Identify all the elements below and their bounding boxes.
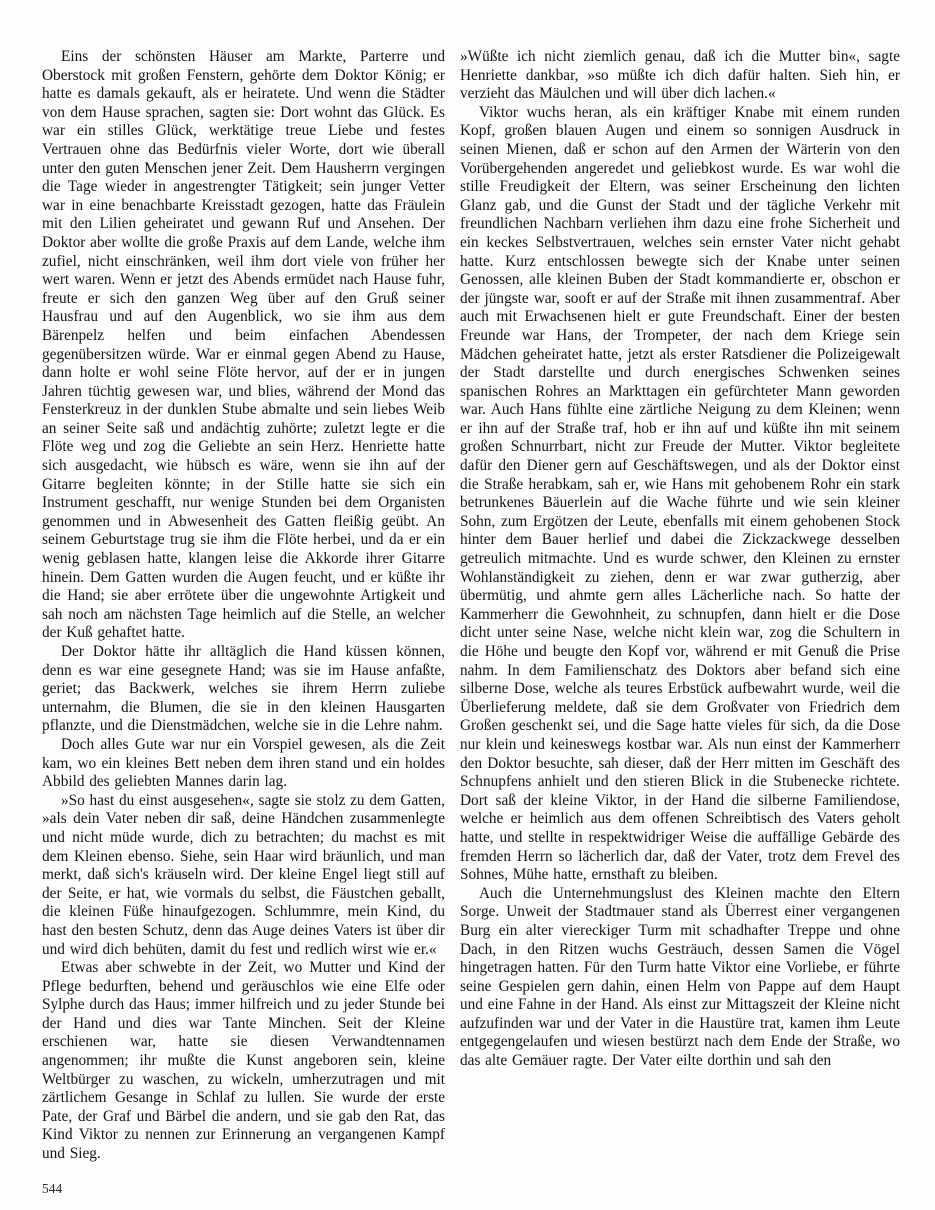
paragraph: »Wüßte ich nicht ziemlich genau, daß ich die Mutter bin«, sagte Henriette dankbar, »so müßte ich dich dafür halten. Sieh hin, er verzieht das Mäulchen und will über dich lachen.« <box>460 48 900 103</box>
paragraph: Der Doktor hätte ihr alltäglich die Hand küssen können, denn es war eine gesegnete Hand; was sie im Hause anfaßte, geriet; das Backwerk, welches sie ihrem Herrn zuliebe unternahm, die Blumen, die sie in den kleinen Hausgarten pflanzte, und die Dienstmädchen, welche sie in die Lehre nahm. <box>42 643 445 735</box>
paragraph: Eins der schönsten Häuser am Markte, Parterre und Oberstock mit großen Fenstern, gehörte dem Doktor König; er hatte es damals gekauft, als er heiratete. Und wenn die Städter von dem Hause sprachen, sagten sie: Dort wohnt das Glück. Es war ein stilles Glück, werktätige treue Liebe und festes Vertrauen ohne das Bedürfnis vieler Worte, dort wie überall unter den guten Menschen jener Zeit. Dem Hausherrn vergingen die Tage wieder in angestrengter Tätigkeit; sein junger Vetter war in eine benachbarte Kreisstadt gezogen, hatte das Fräulein mit den Lilien geheiratet und gewann Ruf und Ansehen. Der Doktor aber wollte die große Praxis auf dem Lande, welche ihm zufiel, nicht einschränken, weil ihm dort viele von früher her wert waren. Wenn er jetzt des Abends ermüdet nach Hause fuhr, freute er sich den ganzen Weg über auf den Gruß seiner Hausfrau und auf den Augenblick, wo sie ihm aus dem Bärenpelz helfen und beim einfachen Abendessen gegenübersitzen würde. War er einmal gegen Abend zu Hause, dann holte er wohl seine Flöte hervor, auf der er in jungen Jahren tüchtig gewesen war, und blies, während der Mond das Fensterkreuz in der dunklen Stube abmalte und sein liebes Weib an seiner Seite saß und andächtig zuhörte; zuletzt legte er die Flöte weg und zog die Geliebte an sein Herz. Henriette hatte sich ausgedacht, wie hübsch es wäre, wenn sie ihn auf der Gitarre begleiten könnte; in der Stille hatte sie sich ein Instrument geschafft, nur wenige Stunden bei dem Organisten genommen und in Abwesenheit des Gatten fleißig geübt. An seinem Geburtstage trug sie ihm die Flöte herbei, und da er ein wenig geblasen hatte, klangen leise die Akkorde ihrer Gitarre hinein. Dem Gatten wurden die Augen feucht, und er küßte ihr die Hand; sie aber errötete über die ungewohnte Artigkeit und sah noch am nächsten Tage heimlich auf die Stelle, an welcher der Kuß gehaftet hatte. <box>42 48 445 642</box>
paragraph: Etwas aber schwebte in der Zeit, wo Mutter und Kind der Pflege bedurften, behend und geräuschlos wie eine Elfe oder Sylphe durch das Haus; immer hilfreich und zu jeder Stunde bei der Hand und dies war Tante Minchen. Seit der Kleine erschienen war, hatte sie diesen Verwandtennamen angenommen; ihr mußte die Kunst angeboren sein, kleine Weltbürger zu waschen, zu wickeln, umherzutragen und mit zärtlichem Gesange in Schlaf zu lullen. Sie wurde der erste Pate, der Graf und Bärbel die andern, und sie gab den Rat, das Kind Viktor zu nennen zur Erinnerung an vergangenen Kampf und Sieg. <box>42 959 445 1163</box>
page-number: 544 <box>42 1180 63 1196</box>
paragraph: Doch alles Gute war nur ein Vorspiel gewesen, als die Zeit kam, wo ein kleines Bett neben dem ihren stand und ein holdes Abbild des geliebten Mannes darin lag. <box>42 735 445 791</box>
paragraph: Viktor wuchs heran, als ein kräftiger Knabe mit einem runden Kopf, großen blauen Augen und einem so sonnigen Ausdruck in seinen Mienen, daß er schon auf den Armen der Wärterin von den Vorübergehenden angeredet und geliebkost wurde. Es war wohl die stille Freudigkeit der Eltern, was seiner Erscheinung den lichten Glanz gab, und die Gunst der Stadt und der tägliche Verkehr mit freundlichen Nachbarn verliehen ihm dazu eine frohe Sicherheit und ein keckes Selbstvertrauen, welches sein ernster Vater nicht gehabt hatte. Kurz entschlossen bewegte sich der Knabe unter seinen Genossen, alle kleinen Buben der Stadt kommandierte er, obschon er der jüngste war, sooft er auf der Straße mit ihnen zusammentraf. Aber auch mit Erwachsenen hielt er gute Freundschaft. Einer der besten Freunde war Hans, der Trompeter, der nach dem Kriege sein Mädchen geheiratet hatte, jetzt als erster Ratsdiener die Polizeigewalt der Stadt darstellte und durch energisches Schwenken seines spanischen Rohres an Markttagen ein gefürchteter Mann geworden war. Auch Hans fühlte eine zärtliche Neigung zu dem Kleinen; wenn er ihn auf der Straße traf, hob er ihn auf und küßte ihn mit seinem großen Schnurrbart, nicht zur Freude der Mutter. Viktor begleitete dafür den Diener gern auf Geschäftswegen, und als der Doktor einst die Straße herabkam, sah er, wie Hans mit gehobenem Rohr ein stark betrunkenes Bäuerlein auf die Wache führte und wie sein kleiner Sohn, zum Ergötzen der Leute, ebenfalls mit einem gehobenen Stock hinter dem Bauer herlief und dabei die Zickzackwege desselben getreulich mitmachte. Und es wurde schwer, den Kleinen zu ernster Wohlanständigkeit zu ziehen, denn er war zwar gutherzig, aber übermütig, und ahmte gern alles Lächerliche nach. So hatte der Kammerherr die Gewohnheit, zu schnupfen, dann hielt er die Dose dicht unter seine Nase, welche nicht klein war, zog die Schultern in die Höhe und beugte den Kopf vor, während er mit Genuß die Prise nahm. In dem Familienschatz des Doktors aber befand sich eine silberne Dose, welche als teures Erbstück aufbewahrt wurde, weil die Überlieferung meldete, daß sie dem Großvater von Friedrich dem Großen geschenkt sei, und die Sage hatte vieles für sich, da die Dose nur klein und keineswegs kostbar war. Als nun einst der Kammerherr den Doktor besuchte, sah dieser, daß der Herr mitten im Geschäft des Schnupfens anhielt und den stieren Blick in die Stubenecke richtete. Dort saß der kleine Viktor, in der Hand die silberne Familiendose, welche er heimlich aus dem offenen Schreibtisch des Vaters geholt hatte, und stellte in respektwidriger Weise die auffällige Gebärde des fremden Herrn so lächerlich dar, daß der Vater, trotz dem Frevel des Sohnes, Mühe hatte, ernsthaft zu bleiben. <box>460 103 900 884</box>
paragraph: »So hast du einst ausgesehen«, sagte sie stolz zu dem Gatten, »als dein Vater neben dir saß, deine Händchen zusammenlegte und nicht müde wurde, dich zu betrachten; du machst es mit dem Kleinen ebenso. Siehe, sein Haar wird bräunlich, und man merkt, daß sich's kräuseln wird. Der kleine Engel liegt still auf der Seite, er hat, wie vormals du selbst, die Fäustchen geballt, die kleinen Füße hinaufgezogen. Schlummre, mein Kind, du hast den besten Schutz, denn das Auge deines Vaters ist über dir und wird dich behüten, damit du fest und redlich wirst wie er.« <box>42 791 445 958</box>
left-column <box>42 48 445 1197</box>
right-column <box>460 48 900 1071</box>
paragraph: Auch die Unternehmungslust des Kleinen machte den Eltern Sorge. Unweit der Stadtmauer stand als Überrest einer vergangenen Burg ein alter viereckiger Turm mit schadhafter Treppe und ohne Dach, in den Ritzen wuchs Gesträuch, dessen Samen die Vögel hingetragen hatten. Für den Turm hatte Viktor eine Vorliebe, er führte seine Gespielen gern dahin, einen Helm von Pappe auf dem Haupt und eine Fahne in der Hand. Als einst zur Mittagszeit der Kleine nicht aufzufinden war und der Vater in die Haustüre trat, kamen ihm Leute entgegengelaufen und wiesen bestürzt nach dem Ende der Straße, wo das alte Gemäuer ragte. Der Vater eilte dorthin und sah den <box>460 884 900 1070</box>
text-columns <box>42 48 900 1197</box>
